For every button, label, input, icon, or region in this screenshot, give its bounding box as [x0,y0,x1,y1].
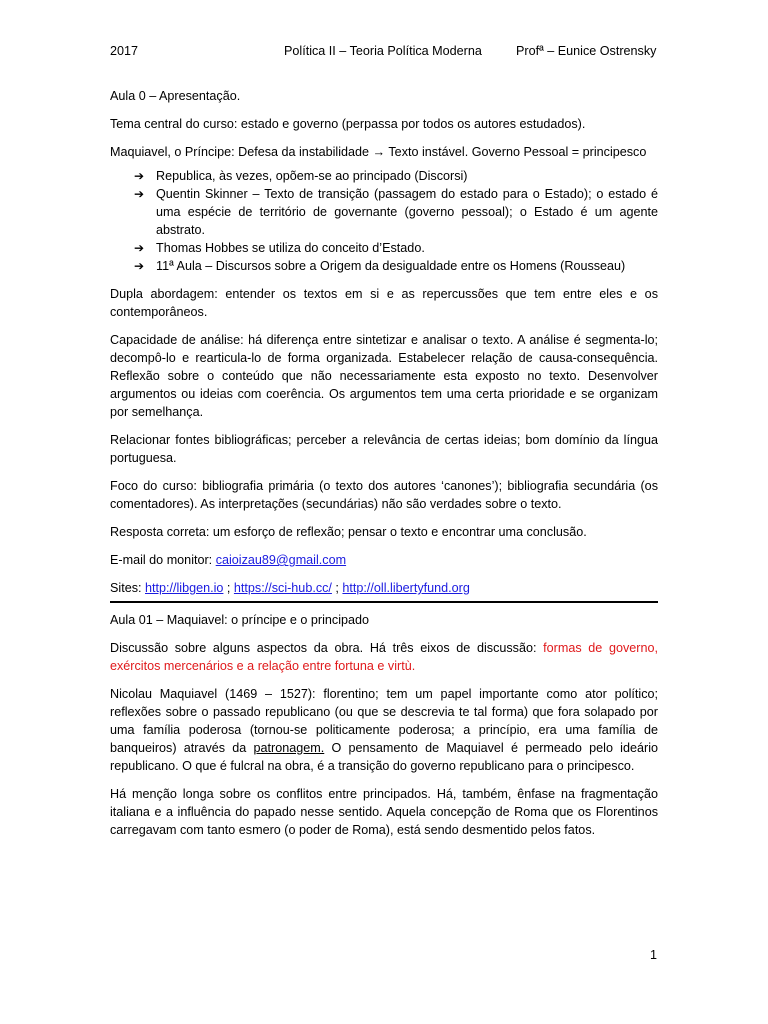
site-link-libgen[interactable]: http://libgen.io [145,581,224,595]
header-course: Política II – Teoria Política Moderna [284,44,482,58]
list-item [110,167,658,185]
list-item [110,239,658,257]
nicolau-text: Nicolau Maquiavel (1469 – 1527): florentino; tem um papel importante como ator político; reflexões sobre o passado republicano (ou que se descrevia te tal forma) que fora solapado por uma família poderosa (tornou-se politicamente poderosa; a princípio, era uma família de banqueiros) através da [110,687,658,755]
site-link-libertyfund[interactable]: http://oll.libertyfund.org [342,581,470,595]
aula1-title: Aula 01 – Maquiavel: o príncipe e o principado [110,613,370,627]
aula0-maquiavel: Maquiavel, o Príncipe: Defesa da instabilidade → Texto instável. Governo Pessoal = principesco [110,145,647,159]
arrow-right-icon: ➔ [134,259,145,273]
sites-line [110,579,658,597]
aula0-title: Aula 0 – Apresentação. [110,89,241,103]
arrow-right-icon: ➔ [134,187,145,201]
bullet-text: 11ª Aula – Discursos sobre a Origem da desigualdade entre os Homens (Rousseau) [156,259,626,273]
header-year: 2017 [110,44,139,58]
aula0-resposta: Resposta correta: um esforço de reflexão; pensar o texto e encontrar uma conclusão. [110,525,587,539]
bullet-text: Republica, às vezes, opõem-se ao principado (Discorsi) [156,169,468,183]
discussao-highlight: formas de governo, exércitos mercenários e a relação entre fortuna e virtù. [110,641,658,673]
page-number: 1 [650,948,658,962]
sites-separator: ; [223,581,234,595]
list-item [110,257,658,275]
page-header [110,42,658,60]
bullet-text: Quentin Skinner – Texto de transição (passagem do estado para o Estado); o estado é uma espécie de território de governante (governo pessoal); o Estado é um agente abstrato. [156,187,658,237]
document-body [110,87,658,839]
patronagem-term: patronagem. [253,741,325,755]
aula1-nicolau [110,685,658,775]
bullet-text: Thomas Hobbes se utiliza do conceito d’Estado. [156,241,425,255]
aula1-mencao: Há menção longa sobre os conflitos entre principados. Há, também, ênfase na fragmentação italiana e a influência do papado nesse sentido. Aquela concepção de Roma que os Florentinos carregavam com tanto esmero (o poder de Roma), está sendo desmentido pelos fatos. [110,787,658,837]
aula0-dupla: Dupla abordagem: entender os textos em si e as repercussões que tem entre eles e os contemporâneos. [110,287,658,319]
nicolau-text-end: O pensamento de Maquiavel é permeado pelo ideário republicano. O que é fulcral na obra, é a transição do governo republicano para o principesco. [110,741,658,773]
header-professor: Profª – Eunice Ostrensky [516,44,657,58]
aula1-discussao [110,639,658,675]
aula0-tema: Tema central do curso: estado e governo (perpassa por todos os autores estudados). [110,117,586,131]
email-line [110,551,658,569]
sites-separator: ; [331,581,343,595]
aula0-relacionar: Relacionar fontes bibliográficas; perceber a relevância de certas ideias; bom domínio da língua portuguesa. [110,433,658,465]
arrow-right-icon: ➔ [134,241,145,255]
aula0-capacidade: Capacidade de análise: há diferença entre sintetizar e analisar o texto. A análise é segmenta-lo; decompô-lo e rearticula-lo de forma organizada. Estabelecer relação de causa-consequência. Reflexão sobre o conteúdo que não necessariamente esta exposto no texto. Desenvolver argumentos ou ideias com coerência. Os argumentos tem uma certa prioridade e se organizam por semelhança. [110,333,658,419]
site-link-scihub[interactable]: https://sci-hub.cc/ [233,581,332,595]
email-link[interactable]: caioizau89@gmail.com [215,553,347,567]
email-label: E-mail do monitor: [110,553,216,567]
list-item [110,185,658,239]
aula0-foco: Foco do curso: bibliografia primária (o texto dos autores ‘canones’); bibliografia secundária (os comentadores). As interpretações (secundárias) não são verdades sobre o texto. [110,479,658,511]
section-divider [110,601,658,603]
sites-label: Sites: [110,581,145,595]
aula0-bullet-list [110,167,658,275]
discussao-text: Discussão sobre alguns aspectos da obra. Há três eixos de discussão: [110,641,544,655]
arrow-right-icon: ➔ [134,169,145,183]
